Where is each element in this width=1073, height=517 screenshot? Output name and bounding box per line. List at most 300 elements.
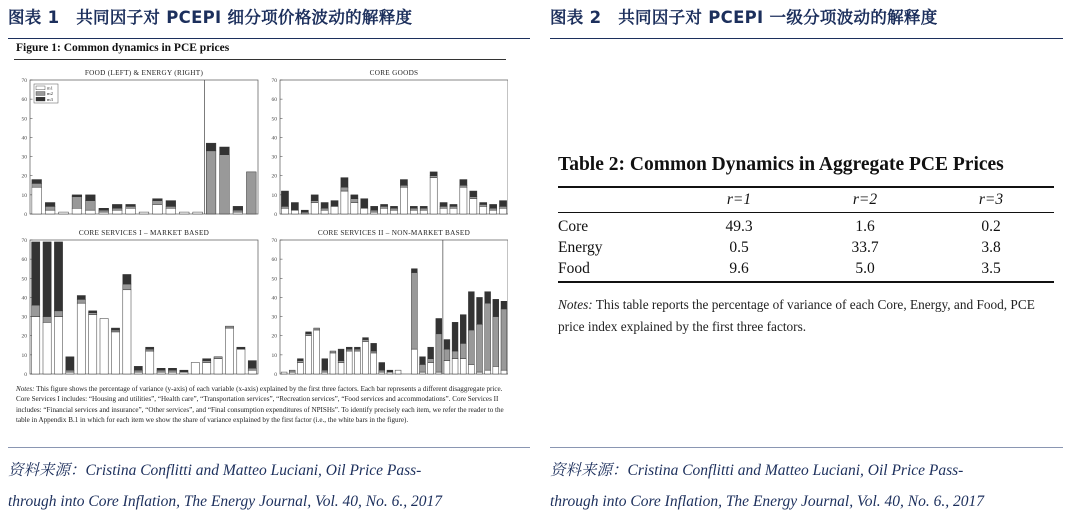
bar-m3 — [72, 195, 82, 197]
legend-swatch — [36, 92, 45, 96]
bar-m3 — [146, 347, 154, 349]
bar-m3 — [134, 366, 142, 370]
bar-m2 — [297, 361, 303, 363]
bar-m1 — [444, 361, 450, 374]
bar-m1 — [32, 187, 42, 214]
bar-m3 — [371, 343, 377, 351]
bar-m2 — [206, 151, 216, 214]
bar-m3 — [321, 203, 328, 209]
bar-m3 — [371, 206, 378, 210]
bar-m1 — [468, 364, 474, 374]
y-tick-label: 60 — [21, 97, 27, 104]
bar-m1 — [179, 212, 189, 214]
bar-m2 — [428, 359, 434, 363]
bar-m1 — [59, 212, 69, 214]
bar-m3 — [123, 274, 131, 284]
bar-m3 — [470, 191, 477, 197]
bar-m1 — [99, 212, 109, 214]
source-line-1: 资料来源：Cristina Conflitti and Matteo Luciani, Oil Price Pass- — [8, 462, 422, 479]
bar-m2 — [168, 370, 176, 372]
bar-m2 — [379, 370, 385, 372]
bar-m1 — [153, 204, 163, 214]
bar-m1 — [146, 351, 154, 374]
bar-m3 — [436, 318, 442, 333]
table-cell: 0.2 — [981, 218, 1001, 235]
bar-m1 — [381, 208, 388, 214]
bar-m3 — [126, 204, 136, 206]
bar-m3 — [306, 332, 312, 334]
bar-m1 — [400, 187, 407, 214]
bar-m3 — [379, 363, 385, 371]
bar-m3 — [45, 203, 55, 207]
y-tick-label: 70 — [21, 238, 27, 244]
bar-m3 — [351, 195, 358, 199]
table-row — [558, 216, 1054, 237]
bar-m3 — [460, 180, 467, 186]
table-cell: 9.6 — [729, 260, 749, 277]
table-notes — [558, 294, 1058, 338]
bar-m2 — [346, 349, 352, 351]
bar-m3 — [281, 191, 288, 206]
bar-m1 — [411, 349, 417, 374]
bar-m3 — [233, 206, 243, 210]
y-tick-label: 70 — [271, 78, 277, 84]
bar-m2 — [126, 206, 136, 208]
bar-m1 — [233, 212, 243, 214]
bar-m3 — [32, 242, 40, 305]
y-tick-label: 30 — [21, 314, 27, 321]
bar-m1 — [291, 210, 298, 214]
bar-m1 — [485, 370, 491, 374]
y-tick-label: 0 — [274, 372, 277, 378]
heading-rule — [8, 38, 530, 39]
bar-m3 — [54, 242, 62, 311]
y-tick-label: 40 — [271, 135, 277, 142]
source-citation — [550, 455, 1062, 517]
bar-m3 — [86, 195, 96, 201]
bar-m3 — [206, 143, 216, 151]
bar-m2 — [410, 208, 417, 210]
bar-m1 — [111, 332, 119, 374]
bar-m2 — [214, 357, 222, 359]
bar-m3 — [157, 368, 165, 370]
bar-m1 — [86, 210, 96, 214]
y-tick-label: 60 — [271, 257, 277, 264]
y-tick-label: 40 — [271, 295, 277, 302]
y-tick-label: 50 — [271, 116, 277, 123]
bar-m3 — [477, 297, 483, 324]
bar-m3 — [338, 349, 344, 360]
bar-m1 — [436, 372, 442, 374]
bar-m2 — [301, 212, 308, 214]
bar-m3 — [297, 359, 303, 361]
bar-m2 — [351, 199, 358, 203]
y-tick-label: 50 — [271, 276, 277, 283]
bar-m3 — [430, 172, 437, 176]
bar-m2 — [430, 176, 437, 178]
bar-m2 — [363, 340, 369, 342]
bar-m2 — [112, 208, 122, 210]
bar-m3 — [237, 347, 245, 349]
bar-m2 — [436, 334, 442, 372]
y-tick-label: 60 — [271, 97, 277, 104]
bar-m3 — [203, 359, 211, 361]
bar-m1 — [139, 212, 149, 214]
bar-m2 — [123, 284, 131, 290]
bar-m2 — [281, 206, 288, 208]
bar-m1 — [214, 359, 222, 374]
bar-m1 — [351, 203, 358, 214]
bar-m1 — [322, 372, 328, 374]
bar-m3 — [499, 201, 506, 207]
bar-m3 — [444, 340, 450, 350]
bar-m1 — [330, 353, 336, 374]
bar-m1 — [395, 370, 401, 374]
bar-m3 — [493, 299, 499, 316]
bar-m1 — [338, 363, 344, 374]
bar-m1 — [123, 290, 131, 374]
y-tick-label: 40 — [21, 135, 27, 142]
table-row — [558, 237, 1054, 258]
table-cell: 3.8 — [981, 239, 1001, 256]
bar-m3 — [346, 347, 352, 349]
bar-m3 — [354, 347, 360, 349]
bar-m2 — [246, 172, 256, 214]
bar-m2 — [371, 210, 378, 212]
bar-m2 — [371, 351, 377, 353]
bar-m2 — [225, 326, 233, 328]
row-label: Food — [558, 260, 590, 277]
bar-m2 — [499, 206, 506, 208]
bar-m3 — [111, 328, 119, 330]
header-cell: r=1 — [726, 191, 752, 208]
bar-m3 — [77, 296, 85, 300]
bar-m1 — [493, 366, 499, 374]
bar-m3 — [440, 203, 447, 207]
bar-m2 — [322, 370, 328, 372]
bar-m2 — [468, 330, 474, 364]
header-cell: r=3 — [978, 191, 1004, 208]
table-cell: 33.7 — [851, 239, 879, 256]
y-tick-label: 30 — [21, 154, 27, 161]
bar-m1 — [379, 372, 385, 374]
bar-m1 — [157, 372, 165, 374]
table-notes-label: Notes: — [558, 297, 593, 312]
bar-m1 — [289, 372, 295, 374]
bar-m1 — [460, 187, 467, 214]
bar-m1 — [410, 210, 417, 214]
panel-frame — [30, 240, 258, 374]
bar-m2 — [54, 311, 62, 317]
bar-m1 — [470, 199, 477, 214]
bar-m2 — [501, 309, 507, 370]
bar-m1 — [361, 208, 368, 214]
bar-m1 — [168, 372, 176, 374]
bar-m2 — [420, 364, 426, 372]
bar-m2 — [99, 210, 109, 212]
bar-m2 — [470, 197, 477, 199]
legend-label: m3 — [47, 96, 53, 102]
bar-m1 — [387, 372, 393, 374]
source-line-1: 资料来源：Cristina Conflitti and Matteo Luciani, Oil Price Pass- — [550, 462, 964, 479]
figure-notes-text: This figure shows the percentage of variance (y-axis) of each variable (x-axis) explained by the first three factors. Each bar represents a different disaggregate price. Core Services I includes: “Housing and utilities”, “Health care”, “Transportation services”, “Recreation services”, “Food services and accommodations”. Core Services II includes: “Financial services and insurance”, “Other services”, and “Final consumption expenditures of NPISHs”. To identify precisely each item, we refer the reader to the table in Appendix B.1 in which for each item we show the share of variance explained by the first factor (i.e., the white bars in the figure). — [16, 385, 504, 424]
bar-m3 — [490, 204, 497, 208]
bar-m3 — [501, 301, 507, 309]
bar-m1 — [297, 363, 303, 374]
bar-m1 — [477, 372, 483, 374]
bar-m1 — [321, 210, 328, 214]
bar-m1 — [72, 208, 82, 214]
bar-m3 — [180, 370, 188, 372]
bar-m2 — [341, 187, 348, 191]
bar-m3 — [450, 204, 457, 206]
bar-m1 — [225, 328, 233, 374]
bar-m2 — [66, 370, 74, 372]
right-panel — [547, 0, 1063, 513]
y-tick-label: 30 — [271, 314, 277, 321]
y-tick-label: 40 — [21, 295, 27, 302]
bar-m3 — [420, 357, 426, 365]
bar-m2 — [411, 273, 417, 350]
bar-m3 — [153, 199, 163, 201]
y-tick-label: 0 — [24, 372, 27, 378]
bar-m2 — [381, 206, 388, 208]
bar-m1 — [371, 353, 377, 374]
bar-m1 — [66, 372, 74, 374]
bar-m2 — [248, 368, 256, 370]
header-cell — [558, 188, 676, 212]
bar-m3 — [390, 206, 397, 208]
bar-m1 — [341, 191, 348, 214]
y-tick-label: 10 — [21, 192, 27, 199]
bar-m1 — [193, 212, 203, 214]
bar-m1 — [126, 208, 136, 214]
bar-m2 — [460, 185, 467, 187]
bar-m1 — [501, 370, 507, 374]
bar-m3 — [428, 347, 434, 358]
bar-m3 — [248, 361, 256, 369]
bar-m2 — [72, 197, 82, 208]
table-heading: 图表 2 共同因子对 PCEPI 一级分项波动的解释度 — [550, 8, 938, 27]
bar-m3 — [291, 203, 298, 211]
bar-m2 — [440, 206, 447, 208]
bar-m3 — [341, 178, 348, 188]
bar-m3 — [43, 242, 51, 317]
table-cell: 49.3 — [725, 218, 753, 235]
y-tick-label: 50 — [21, 276, 27, 283]
legend-swatch — [36, 86, 45, 90]
bar-m1 — [390, 210, 397, 214]
bar-m2 — [460, 343, 466, 358]
bar-m2 — [390, 208, 397, 210]
panel-title: CORE SERVICES I – MARKET BASED — [78, 229, 210, 237]
source-rule — [550, 447, 1063, 448]
bar-m1 — [100, 318, 108, 374]
bar-m1 — [203, 363, 211, 374]
bar-m2 — [338, 361, 344, 363]
bar-m2 — [420, 208, 427, 210]
legend-swatch — [36, 97, 45, 101]
bar-m1 — [346, 351, 352, 374]
bar-m2 — [354, 349, 360, 351]
bar-m2 — [450, 206, 457, 208]
bar-m3 — [460, 315, 466, 344]
source-line-2: through into Core Inflation, The Energy Journal, Vol. 40, No. 6., 2017 — [8, 493, 442, 510]
table-bottom-rule — [558, 281, 1054, 283]
panel-title: CORE SERVICES II – NON-MARKET BASED — [317, 229, 471, 237]
bar-m1 — [428, 363, 434, 374]
source-line-2: through into Core Inflation, The Energy Journal, Vol. 40, No. 6., 2017 — [550, 493, 984, 510]
bar-m1 — [480, 206, 487, 214]
bar-m2 — [146, 349, 154, 351]
figure-heading: 图表 1 共同因子对 PCEPI 细分项价格波动的解释度 — [8, 8, 413, 27]
bar-m2 — [490, 208, 497, 210]
bar-m1 — [354, 351, 360, 374]
bar-m3 — [420, 206, 427, 208]
bar-m3 — [468, 292, 474, 330]
bar-m2 — [400, 185, 407, 187]
y-tick-label: 60 — [21, 257, 27, 264]
bar-m1 — [134, 372, 142, 374]
bar-m1 — [331, 206, 338, 214]
bar-m1 — [112, 210, 122, 214]
y-tick-label: 30 — [271, 154, 277, 161]
bar-m3 — [387, 370, 393, 372]
bar-m3 — [363, 338, 369, 340]
bar-m2 — [157, 370, 165, 372]
bar-m2 — [203, 361, 211, 363]
charts-grid — [14, 62, 508, 380]
bar-m1 — [32, 317, 40, 374]
bar-m3 — [99, 208, 109, 210]
table-title: Table 2: Common Dynamics in Aggregate PCE Prices — [558, 154, 1004, 175]
bar-m2 — [493, 317, 499, 367]
bar-m2 — [289, 370, 295, 372]
figure-notes-label: Notes: — [16, 385, 35, 393]
bar-m2 — [32, 183, 42, 187]
bar-m3 — [32, 180, 42, 184]
bar-m1 — [420, 210, 427, 214]
bar-m1 — [54, 317, 62, 374]
y-tick-label: 20 — [21, 173, 27, 180]
row-label: Energy — [558, 239, 603, 256]
bar-m2 — [311, 201, 318, 203]
bar-m1 — [237, 349, 245, 374]
bar-m3 — [322, 359, 328, 370]
bar-m2 — [306, 334, 312, 336]
bar-m3 — [220, 147, 230, 155]
bar-m1 — [281, 208, 288, 214]
legend-label: m1 — [47, 85, 53, 91]
header-cell: r=2 — [852, 191, 878, 208]
bar-m1 — [306, 336, 312, 374]
y-tick-label: 10 — [271, 192, 277, 199]
source-rule — [8, 447, 530, 448]
bar-m1 — [77, 303, 85, 374]
left-panel — [0, 0, 530, 513]
bar-m1 — [450, 208, 457, 214]
bar-m1 — [420, 372, 426, 374]
bar-m2 — [134, 370, 142, 372]
y-tick-label: 0 — [274, 212, 277, 218]
heading-rule — [550, 38, 1063, 39]
bar-m2 — [477, 324, 483, 372]
table-cell: 0.5 — [729, 239, 749, 256]
bar-m3 — [452, 322, 458, 351]
bar-m3 — [301, 210, 308, 212]
bar-m2 — [43, 317, 51, 323]
bar-m1 — [460, 359, 466, 374]
bar-m1 — [452, 359, 458, 374]
bar-m1 — [363, 341, 369, 374]
table-notes-text: This table reports the percentage of variance of each Core, Energy, and Food, PCE price index explained by the first three factors. — [558, 297, 1035, 334]
y-tick-label: 70 — [271, 238, 277, 244]
y-tick-label: 10 — [21, 352, 27, 359]
bar-m3 — [112, 204, 122, 208]
bar-m1 — [43, 322, 51, 374]
bar-m2 — [77, 299, 85, 303]
figure-title: Figure 1: Common dynamics in PCE prices — [16, 42, 230, 54]
y-tick-label: 20 — [21, 333, 27, 340]
bar-m2 — [220, 155, 230, 214]
bar-m3 — [411, 269, 417, 273]
table-header-row — [558, 188, 1054, 212]
bar-m2 — [314, 328, 320, 330]
variance-table — [558, 186, 1054, 283]
bar-m3 — [89, 311, 97, 313]
bar-m2 — [86, 201, 96, 211]
table-cell: 1.6 — [855, 218, 875, 235]
bar-m1 — [180, 372, 188, 374]
bar-m3 — [485, 292, 491, 303]
bar-m1 — [248, 370, 256, 374]
bar-m2 — [166, 206, 176, 208]
bar-m3 — [400, 180, 407, 186]
legend-label: m2 — [47, 91, 53, 97]
bar-m3 — [168, 368, 176, 370]
bar-m1 — [191, 363, 199, 374]
bar-m2 — [452, 351, 458, 359]
bar-m3 — [331, 201, 338, 207]
y-tick-label: 20 — [271, 173, 277, 180]
bar-m1 — [440, 208, 447, 214]
y-tick-label: 70 — [21, 78, 27, 84]
panel-title: CORE GOODS — [369, 69, 419, 77]
row-label: Core — [558, 218, 589, 235]
bar-m3 — [410, 206, 417, 208]
bar-m2 — [32, 305, 40, 316]
table-row — [558, 258, 1054, 279]
bar-m1 — [281, 372, 287, 374]
bar-m3 — [361, 199, 368, 209]
bar-m2 — [321, 208, 328, 210]
bar-m1 — [499, 208, 506, 214]
bar-m1 — [166, 208, 176, 214]
table-cell: 3.5 — [981, 260, 1001, 277]
source-citation — [8, 455, 528, 517]
y-tick-label: 10 — [271, 352, 277, 359]
y-tick-label: 50 — [21, 116, 27, 123]
bar-m1 — [89, 315, 97, 374]
bar-m2 — [233, 210, 243, 212]
bar-m2 — [480, 204, 487, 206]
figure-title-rule — [14, 59, 506, 60]
bar-m2 — [89, 313, 97, 315]
bar-m1 — [430, 178, 437, 214]
bar-m1 — [490, 210, 497, 214]
panel-title: FOOD (LEFT) & ENERGY (RIGHT) — [84, 69, 204, 77]
y-tick-label: 20 — [271, 333, 277, 340]
